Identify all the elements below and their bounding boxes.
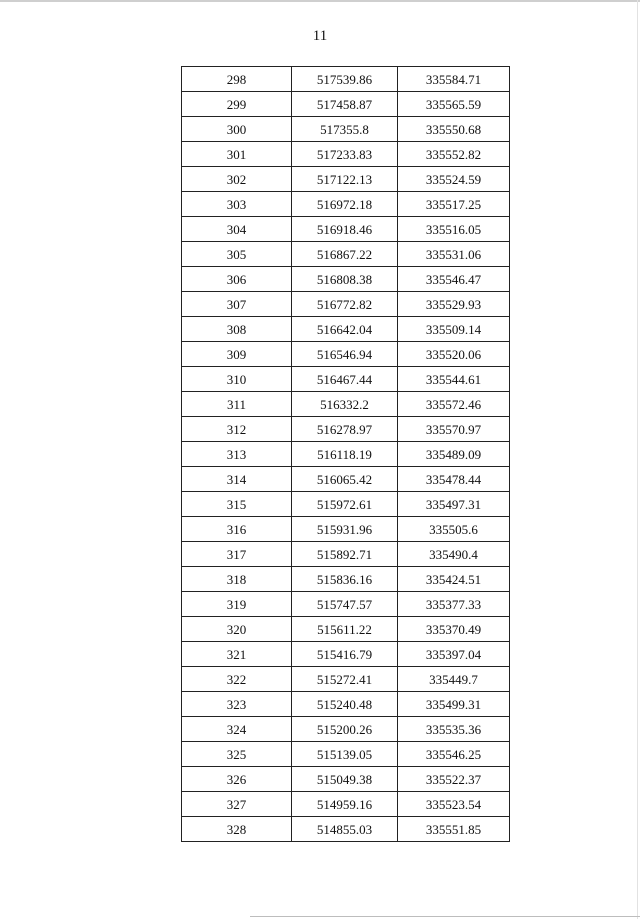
y-coordinate-cell: 335584.71 (398, 67, 510, 92)
x-coordinate-cell: 517539.86 (292, 67, 398, 92)
point-number-cell: 321 (182, 642, 292, 667)
y-coordinate-cell: 335544.61 (398, 367, 510, 392)
point-number-cell: 314 (182, 467, 292, 492)
point-number-cell: 303 (182, 192, 292, 217)
point-number-cell: 300 (182, 117, 292, 142)
point-number-cell: 308 (182, 317, 292, 342)
y-coordinate-cell: 335524.59 (398, 167, 510, 192)
x-coordinate-cell: 516642.04 (292, 317, 398, 342)
coordinates-table (181, 66, 510, 842)
point-number-cell: 309 (182, 342, 292, 367)
point-number-cell: 328 (182, 817, 292, 842)
table-row (182, 267, 510, 292)
scan-edge-right (637, 0, 638, 919)
x-coordinate-cell: 515892.71 (292, 542, 398, 567)
point-number-cell: 324 (182, 717, 292, 742)
y-coordinate-cell: 335522.37 (398, 767, 510, 792)
x-coordinate-cell: 516772.82 (292, 292, 398, 317)
table-row (182, 417, 510, 442)
table-row (182, 342, 510, 367)
scan-edge-top (0, 0, 640, 2)
x-coordinate-cell: 517355.8 (292, 117, 398, 142)
x-coordinate-cell: 514855.03 (292, 817, 398, 842)
y-coordinate-cell: 335505.6 (398, 517, 510, 542)
y-coordinate-cell: 335397.04 (398, 642, 510, 667)
scan-edge-bottom (250, 916, 640, 917)
x-coordinate-cell: 514959.16 (292, 792, 398, 817)
point-number-cell: 317 (182, 542, 292, 567)
table-row (182, 517, 510, 542)
table-row (182, 617, 510, 642)
table-row (182, 217, 510, 242)
point-number-cell: 318 (182, 567, 292, 592)
y-coordinate-cell: 335490.4 (398, 542, 510, 567)
y-coordinate-cell: 335509.14 (398, 317, 510, 342)
x-coordinate-cell: 516546.94 (292, 342, 398, 367)
point-number-cell: 301 (182, 142, 292, 167)
point-number-cell: 326 (182, 767, 292, 792)
page-number: 11 (312, 28, 328, 44)
point-number-cell: 305 (182, 242, 292, 267)
point-number-cell: 325 (182, 742, 292, 767)
y-coordinate-cell: 335565.59 (398, 92, 510, 117)
point-number-cell: 320 (182, 617, 292, 642)
y-coordinate-cell: 335529.93 (398, 292, 510, 317)
table-row (182, 317, 510, 342)
x-coordinate-cell: 515200.26 (292, 717, 398, 742)
table-row (182, 442, 510, 467)
table-row (182, 142, 510, 167)
y-coordinate-cell: 335424.51 (398, 567, 510, 592)
y-coordinate-cell: 335449.7 (398, 667, 510, 692)
x-coordinate-cell: 515611.22 (292, 617, 398, 642)
point-number-cell: 306 (182, 267, 292, 292)
y-coordinate-cell: 335520.06 (398, 342, 510, 367)
coordinates-table-body (182, 67, 510, 842)
table-row (182, 242, 510, 267)
table-row (182, 692, 510, 717)
x-coordinate-cell: 517122.13 (292, 167, 398, 192)
table-row (182, 592, 510, 617)
table-row (182, 767, 510, 792)
table-row (182, 742, 510, 767)
x-coordinate-cell: 516467.44 (292, 367, 398, 392)
x-coordinate-cell: 517458.87 (292, 92, 398, 117)
y-coordinate-cell: 335570.97 (398, 417, 510, 442)
point-number-cell: 304 (182, 217, 292, 242)
y-coordinate-cell: 335531.06 (398, 242, 510, 267)
table-row (182, 642, 510, 667)
y-coordinate-cell: 335497.31 (398, 492, 510, 517)
table-row (182, 492, 510, 517)
x-coordinate-cell: 515836.16 (292, 567, 398, 592)
x-coordinate-cell: 516118.19 (292, 442, 398, 467)
y-coordinate-cell: 335370.49 (398, 617, 510, 642)
x-coordinate-cell: 516332.2 (292, 392, 398, 417)
table-row (182, 192, 510, 217)
y-coordinate-cell: 335535.36 (398, 717, 510, 742)
y-coordinate-cell: 335572.46 (398, 392, 510, 417)
x-coordinate-cell: 516278.97 (292, 417, 398, 442)
point-number-cell: 316 (182, 517, 292, 542)
x-coordinate-cell: 517233.83 (292, 142, 398, 167)
point-number-cell: 299 (182, 92, 292, 117)
point-number-cell: 311 (182, 392, 292, 417)
y-coordinate-cell: 335523.54 (398, 792, 510, 817)
x-coordinate-cell: 515049.38 (292, 767, 398, 792)
table-row (182, 567, 510, 592)
x-coordinate-cell: 515272.41 (292, 667, 398, 692)
table-row (182, 367, 510, 392)
table-row (182, 292, 510, 317)
y-coordinate-cell: 335478.44 (398, 467, 510, 492)
y-coordinate-cell: 335550.68 (398, 117, 510, 142)
table-row (182, 817, 510, 842)
x-coordinate-cell: 515139.05 (292, 742, 398, 767)
y-coordinate-cell: 335551.85 (398, 817, 510, 842)
table-row (182, 792, 510, 817)
point-number-cell: 312 (182, 417, 292, 442)
y-coordinate-cell: 335489.09 (398, 442, 510, 467)
x-coordinate-cell: 516867.22 (292, 242, 398, 267)
x-coordinate-cell: 516808.38 (292, 267, 398, 292)
table-row (182, 117, 510, 142)
point-number-cell: 302 (182, 167, 292, 192)
point-number-cell: 307 (182, 292, 292, 317)
y-coordinate-cell: 335517.25 (398, 192, 510, 217)
x-coordinate-cell: 515931.96 (292, 517, 398, 542)
point-number-cell: 322 (182, 667, 292, 692)
y-coordinate-cell: 335377.33 (398, 592, 510, 617)
table-row (182, 167, 510, 192)
x-coordinate-cell: 515747.57 (292, 592, 398, 617)
y-coordinate-cell: 335546.25 (398, 742, 510, 767)
point-number-cell: 298 (182, 67, 292, 92)
y-coordinate-cell: 335516.05 (398, 217, 510, 242)
table-row (182, 542, 510, 567)
table-row (182, 92, 510, 117)
x-coordinate-cell: 516065.42 (292, 467, 398, 492)
x-coordinate-cell: 516972.18 (292, 192, 398, 217)
table-row (182, 667, 510, 692)
table-row (182, 467, 510, 492)
table-row (182, 67, 510, 92)
y-coordinate-cell: 335499.31 (398, 692, 510, 717)
point-number-cell: 323 (182, 692, 292, 717)
x-coordinate-cell: 515240.48 (292, 692, 398, 717)
point-number-cell: 315 (182, 492, 292, 517)
x-coordinate-cell: 515416.79 (292, 642, 398, 667)
x-coordinate-cell: 515972.61 (292, 492, 398, 517)
y-coordinate-cell: 335552.82 (398, 142, 510, 167)
table-row (182, 392, 510, 417)
point-number-cell: 327 (182, 792, 292, 817)
point-number-cell: 319 (182, 592, 292, 617)
table-row (182, 717, 510, 742)
x-coordinate-cell: 516918.46 (292, 217, 398, 242)
point-number-cell: 310 (182, 367, 292, 392)
point-number-cell: 313 (182, 442, 292, 467)
y-coordinate-cell: 335546.47 (398, 267, 510, 292)
